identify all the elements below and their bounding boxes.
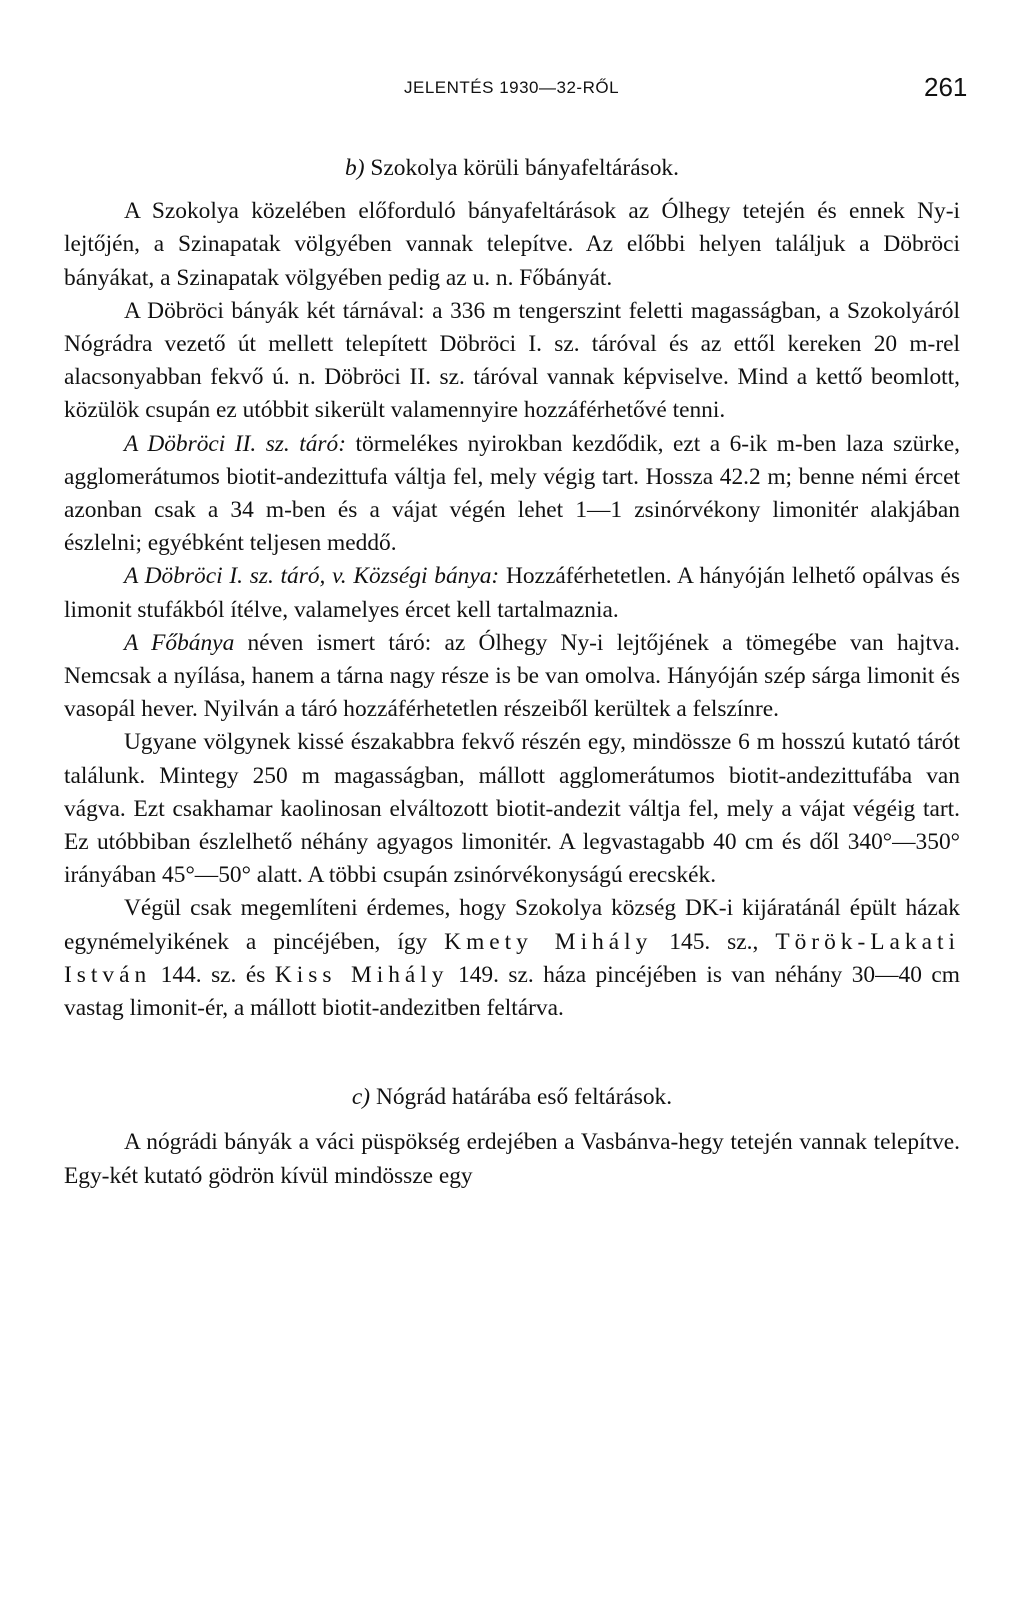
paragraph-text: néven ismert táró: az Ólhegy Ny-i lejtőjének a tömegébe van hajtva. Nemcsak a nyílása, hanem a tárna nagy része is be van omolva. Hányóján szép sárga limonit és vasopál hever. Nyilván a táró hozzáférhetetlen részeiből kerültek a felszínre.	[64, 629, 960, 723]
paragraph-lead: A Döbröci II. sz. táró:	[124, 430, 347, 457]
paragraph-text: Hozzáférhetetlen. A hányóján lelhető opálvas és limonit stufákból ítélve, valamelyes ércet kell tartalmaznia.	[64, 563, 960, 623]
paragraph	[64, 892, 960, 1025]
paragraph-text: Végül csak megemlíteni érdemes, hogy Szokolya község DK-i kijáratánál épült házak egynémelyikének a pincéjében, így	[64, 895, 960, 955]
section-heading-c	[64, 1081, 960, 1114]
person-name: Török-Lakati István	[64, 928, 961, 988]
paragraph-text: törmelékes nyirokban kezdődik, ezt a 6-ik m-ben laza szürke, agglomerátumos biotit-andezittufa váltja fel, mely végig tart. Hossza 42.2 m; benne némi ércet azonban csak a 34 m-ben és a vájat végén lehet 1—1 zsinórvékony limonitér alakjában észlelni; egyébként teljesen meddő.	[64, 430, 960, 557]
paragraph	[64, 428, 960, 561]
section-letter: b)	[345, 155, 365, 181]
body-text	[64, 140, 960, 1193]
paragraph-text: 145. sz.,	[669, 928, 759, 955]
person-name: Kiss Mihály	[274, 961, 449, 988]
paragraph-lead: A Főbánya	[124, 629, 235, 656]
person-name: Kmety Mihály	[444, 928, 653, 955]
section-title: Nógrád határába eső feltárások.	[375, 1084, 673, 1111]
section-heading-b	[64, 152, 960, 185]
paragraph	[64, 560, 960, 626]
paragraph-lead: A Döbröci I. sz. táró, v. Községi bánya:	[124, 563, 500, 590]
paragraph: A nógrádi bányák a váci püspökség erdejében a Vasbánva-hegy tetején vannak telepítve. Egy-két kutató gödrön kívül mindössze egy	[64, 1129, 960, 1189]
paragraph-text: 149. sz. háza pincéjében is van néhány 30—40 cm vastag limonit-ér, a mállott biotit-andezitben feltárva.	[64, 961, 960, 1022]
paragraph: Ugyane völgynek kissé északabbra fekvő részén egy, mindössze 6 m hosszú kutató tárót találunk. Mintegy 250 m magasságban, mállott agglomerátumos biotit-andezittufába van vágva. Ezt csakhamar kaolinosan elváltozott biotit-andezit váltja fel, mely a vájat végéig tart. Ez utóbbiban észlelhető néhány agyagos limonitér. A legvastagabb 40 cm és dől 340°—350° irányában 45°—50° alatt. A többi csupán zsinórvékonyságú erecskék.	[64, 729, 960, 889]
page-number: 261	[924, 72, 968, 102]
paragraph-text: 144. sz. és	[160, 961, 266, 988]
running-head: JELENTÉS 1930—32-RŐL	[404, 78, 620, 97]
section-title: Szokolya körüli bányafeltárások.	[370, 155, 679, 181]
paragraph: A Szokolya közelében előforduló bányafeltárások az Ólhegy tetején és ennek Ny-i lejtőjén, a Szinapatak völgyében vannak telepítve. Az előbbi helyen találjuk a Döbröci bányákat, a Szinapatak völgyében pedig az u. n. Főbányát.	[64, 198, 960, 291]
paragraph	[64, 627, 960, 727]
paragraph: A Döbröci bányák két tárnával: a 336 m tengerszint feletti magasságban, a Szokolyáról Nógrádra vezető út mellett telepített Döbröci I. sz. táróval és az ettől kereken 20 m-rel alacsonyabban fekvő ú. n. Döbröci II. sz. táróval vannak képviselve. Mind a kettő beomlott, közülök csupán ez utóbbit sikerült valamennyire hozzáférhetővé tenni.	[64, 297, 960, 424]
section-letter: c)	[351, 1084, 371, 1111]
